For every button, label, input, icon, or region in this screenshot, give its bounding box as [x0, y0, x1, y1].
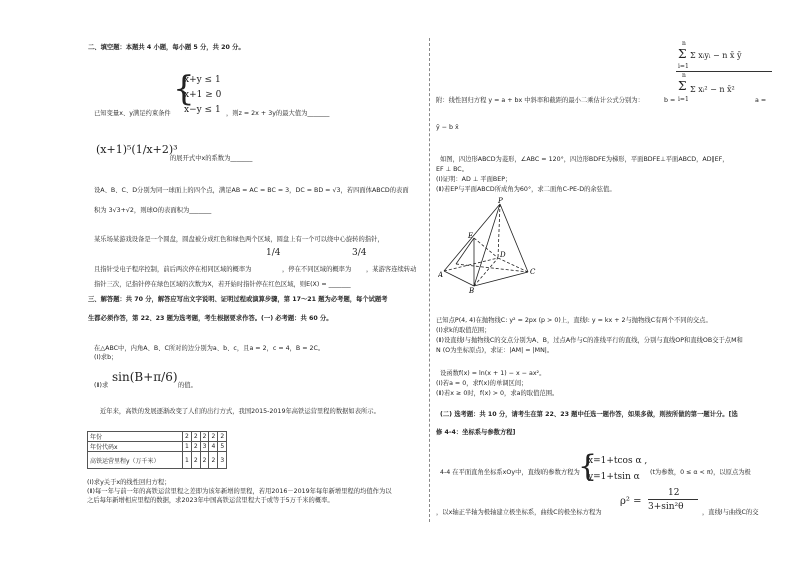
pyramid-figure — [438, 196, 546, 294]
table-cell: 2 — [183, 432, 192, 442]
q13-ineq-1: x+y ≤ 1 — [184, 75, 221, 85]
q17-line-1: 在△ABC中，内角A、B、C所对的边分别为a、b、c，且a = 2，c = 4，B = 2C。 — [94, 345, 325, 352]
q20-part-2-line-2: N (O为坐标原点)，求证：|AM| = |MN|。 — [436, 347, 554, 354]
q22-line-2-pre: ，以x轴正半轴为极轴建立极坐标系，曲线C的极坐标方程为 — [436, 509, 602, 516]
figure-label-e: E — [468, 232, 474, 240]
sum-bottom-lower-limit: i=1 — [678, 96, 689, 103]
q14-text: 的展开式中x的系数为_______ — [170, 155, 253, 162]
q19-part-1: (Ⅰ)证明：AD ⊥ 平面BEP； — [436, 176, 512, 183]
table-cell: 3 — [218, 452, 227, 469]
column-divider — [429, 38, 430, 522]
q20-part-2-line-1: (Ⅱ)设直线l与抛物线C的交点分别为A、B，过点A作与C的准线平行的直线，分别与直线OP和直线OB交于点M和 — [436, 337, 743, 344]
table-cell: 1 — [183, 452, 192, 469]
q15-line-2: 积为 3√3+√2，则球O的表面积为_______ — [94, 207, 212, 214]
table-cell: 2 — [209, 432, 218, 442]
q16-line-2b: ，停在不同区域的概率为 — [282, 266, 352, 273]
table-row-label: 年份代码x — [88, 442, 183, 452]
q22-param-x: x=1+tcos α , — [588, 456, 648, 466]
table-row — [88, 452, 227, 469]
figure-label-d: D — [500, 251, 506, 259]
q17-part-1: (Ⅰ)求b； — [94, 354, 118, 361]
q21-part-2: (Ⅱ)若x ≥ 0时，f(x) > 0，求a的取值范围。 — [436, 390, 559, 397]
q19-part-2: (Ⅱ)若EP与平面ABCD所成角为60°，求二面角C-PE-D的余弦值。 — [436, 186, 616, 193]
table-cell: 2 — [200, 432, 209, 442]
section-2-heading: 二、填空题：本题共 4 小题，每小题 5 分，共 20 分。 — [88, 44, 245, 51]
q13-ineq-2: x+1 ≥ 0 — [184, 90, 222, 100]
q22-line-2-post: ，直线l与曲线C的交 — [702, 509, 759, 516]
q18-part-1: (Ⅰ)求y关于x的线性回归方程； — [87, 479, 171, 486]
q16-line-3: 指针三次，记指针停在绿色区域的次数为X，若开始时指针停在红色区域，则E(X) = _______ — [94, 281, 351, 288]
q13-brace: { — [173, 69, 195, 109]
q16-line-2c: ，某游客连续转动 — [366, 266, 417, 273]
q18-part-2-line-1: (Ⅱ)每一年与前一年的高铁运营里程之差即为该年新增的里程，若用2016－2019年每年新增里程的均值作为以 — [87, 488, 392, 495]
table-cell: 2 — [191, 442, 200, 452]
q22-polar-numerator: 12 — [668, 488, 680, 498]
section-3-heading-2: 生都必须作答，第 22、23 题为选考题，考生根据要求作答。(一) 必考题：共 60 分。 — [88, 315, 333, 322]
formula-a: a = — [755, 97, 767, 104]
formula-a-value: ȳ − b x̄ — [436, 124, 459, 131]
q13-text: 已知变量x、y满足约束条件 — [94, 110, 171, 117]
q13-tail: ，则z = 2x + 3y的最大值为_______ — [226, 110, 330, 117]
q17-part-2-expression: sin(B+π/6) — [112, 370, 178, 384]
q16-line-2a: 且指针受电子程序控制，前后两次停在相同区域的概率为 — [94, 266, 252, 273]
table-cell: 2 — [191, 432, 200, 442]
figure-label-a: A — [438, 271, 444, 279]
table-cell: 4 — [209, 442, 218, 452]
table-cell: 3 — [200, 442, 209, 452]
q22-param-y: y=1+tsin α — [588, 472, 640, 482]
q18-intro: 近年来，高铁的发展逐渐改变了人们的出行方式，我国2015-2019年高铁运营里程的数据如表所示。 — [100, 408, 380, 415]
q14-expression: (x+1)⁵(1/x+2)³ — [96, 143, 178, 156]
sum-bottom-sigma: Σ — [678, 79, 687, 93]
section-optional-sub: 修 4-4：坐标系与参数方程] — [436, 429, 516, 436]
q22-polar-bar — [648, 499, 698, 500]
q17-part-2-post: 的值。 — [178, 382, 197, 389]
section-optional-heading: (二) 选考题：共 10 分，请考生在第 22、23 题中任选一题作答，如果多做，则按所做的第一题计分。[选 — [440, 411, 738, 418]
section-3-heading-1: 三、解答题：共 70 分，解答应写出文字说明、证明过程或演算步骤，第 17～21 题为必考题，每个试题考 — [88, 296, 388, 303]
sum-top-lower-limit: i=1 — [678, 63, 689, 70]
formula-denominator: Σ xᵢ² − n x̄² — [690, 85, 735, 94]
table-cell: 2 — [191, 452, 200, 469]
table-row — [88, 432, 227, 442]
q15-line-1: 设A、B、C、D分别为同一球面上的四个点，满足AB = AC = BC = 3，DC = BD = √3，若四面体ABCD的表面 — [94, 187, 409, 194]
table-cell: 5 — [218, 442, 227, 452]
q22-mid: (t为参数，0 ≤ α < π)，以原点为极 — [650, 469, 751, 476]
sum-bottom-upper-limit: n — [682, 72, 686, 79]
q22-polar-lhs: ρ² = — [620, 496, 642, 507]
q16-fraction-1: 1/4 — [266, 248, 281, 258]
q22-pre: 4-4 在平面直角坐标系xOy中，直线l的参数方程为 — [440, 469, 580, 476]
q21-part-1: (Ⅰ)若a = 0，求f(x)的单调区间； — [436, 380, 528, 387]
q18-part-2-line-2: 之后每年新增相应里程的数据，求2023年中国高铁运营里程大于或等于5万千米的概率。 — [87, 497, 334, 504]
table-row-label: 高铁运营里程y（万千米） — [88, 452, 183, 469]
q17-part-2-pre: (Ⅱ)求 — [94, 382, 109, 389]
table-cell: 1 — [183, 442, 192, 452]
figure-label-p: P — [498, 197, 503, 205]
q22-polar-denominator: 3+sin²θ — [648, 502, 684, 512]
table-row-label: 年份 — [88, 432, 183, 442]
figure-label-c: C — [530, 268, 536, 276]
formula-b: b = — [664, 97, 676, 104]
q16-fraction-2: 3/4 — [352, 248, 367, 258]
table-cell: 2 — [218, 432, 227, 442]
q22-brace: { — [578, 449, 598, 484]
sum-top-sigma: Σ — [678, 47, 687, 61]
table-cell: 2 — [200, 452, 209, 469]
sum-top-upper-limit: n — [682, 40, 686, 47]
q21-line-1: 设函数f(x) = ln(x + 1) − x − ax²。 — [440, 370, 546, 377]
fraction-bar — [676, 71, 772, 72]
q13-ineq-3: x−y ≤ 1 — [184, 105, 221, 115]
figure-label-b: B — [469, 287, 475, 294]
q20-part-1: (Ⅰ)求k的取值范围； — [436, 327, 491, 334]
table-cell: 2 — [209, 452, 218, 469]
q16-line-1: 某乐场某游戏设备是一个圆盘，圆盘被分成红色和绿色两个区域，圆盘上有一个可以绕中心旋转的指针， — [94, 236, 384, 243]
formula-pre: 附：线性回归方程 y = a + bx 中斜率和截距的最小二乘估计公式分别为： — [436, 97, 644, 104]
mileage-table — [87, 431, 227, 469]
formula-numerator: Σ xᵢyᵢ − n x̄ ȳ — [690, 51, 742, 60]
table-row — [88, 442, 227, 452]
q19-line-2: EF ⊥ BC。 — [436, 166, 468, 173]
q20-line-1: 已知点P(4, 4)在抛物线C: y² = 2px (p > 0)上，直线l: y = kx + 2与抛物线C有两个不同的交点。 — [436, 317, 712, 324]
q19-line-1: 如图，四边形ABCD为菱形，∠ABC = 120°，四边形BDFE为梯形，平面BDFE⊥平面ABCD，AD∥EF， — [440, 156, 729, 163]
